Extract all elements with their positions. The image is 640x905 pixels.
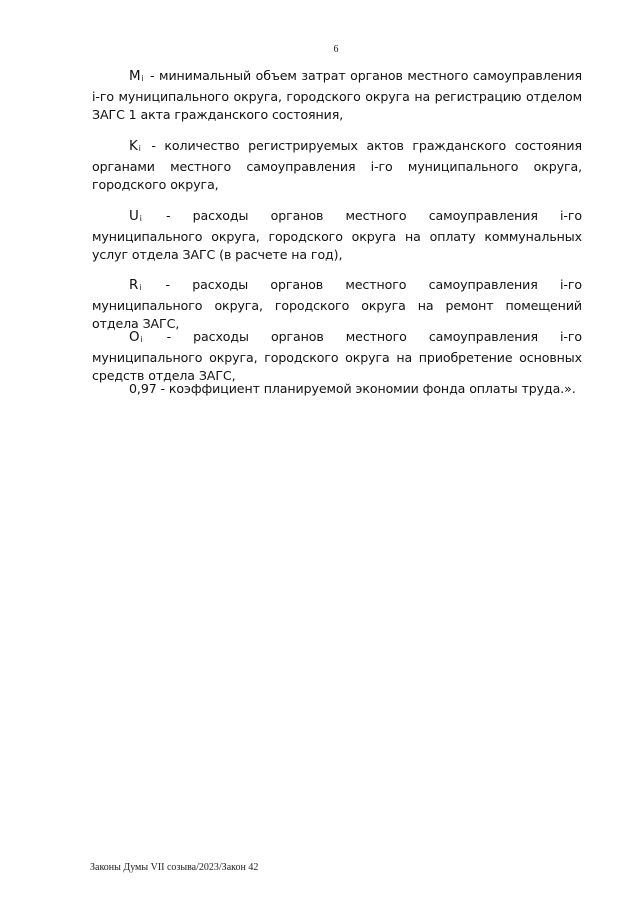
formula-subscript: i	[139, 214, 142, 223]
formula-subscript: i	[141, 74, 144, 83]
definition-paragraph-o	[92, 328, 582, 385]
definition-text: - расходы органов местного самоуправления i-го муниципального округа, городского округа на ремонт помещений отдела ЗАГС,	[92, 277, 582, 331]
definition-paragraph-k	[92, 137, 582, 194]
document-footer: Законы Думы VII созыва/2023/Закон 42	[90, 862, 259, 873]
definition-paragraph-m	[92, 67, 582, 124]
definition-paragraph-r	[92, 276, 582, 333]
formula-subscript: i	[140, 335, 143, 344]
definition-text: - количество регистрируемых актов гражданского состояния органами местного самоуправления i-го муниципального округа, городского округа,	[92, 138, 582, 192]
formula-symbol: R	[129, 278, 139, 293]
definition-paragraph-u	[92, 207, 582, 264]
coefficient-text: 0,97 - коэффициент планируемой экономии фонда оплаты труда.».	[129, 381, 576, 396]
definition-text: - расходы органов местного самоуправления i-го муниципального округа, городского округа на оплату коммунальных услуг отдела ЗАГС (в расчете на год),	[92, 208, 582, 262]
definition-text: - расходы органов местного самоуправления i-го муниципального округа, городского округа на приобретение основных средств отдела ЗАГС,	[92, 329, 582, 383]
definition-text: - минимальный объем затрат органов местного самоуправления i-го муниципального округа, городского округа на регистрацию отделом ЗАГС 1 акта гражданского состояния,	[92, 68, 582, 122]
coefficient-paragraph	[92, 380, 582, 398]
formula-symbol: O	[129, 330, 140, 345]
formula-symbol: M	[129, 69, 141, 84]
formula-subscript: i	[138, 144, 141, 153]
formula-symbol: K	[129, 139, 138, 154]
formula-symbol: U	[129, 209, 139, 224]
formula-subscript: i	[139, 283, 142, 292]
page-number: 6	[333, 44, 339, 55]
